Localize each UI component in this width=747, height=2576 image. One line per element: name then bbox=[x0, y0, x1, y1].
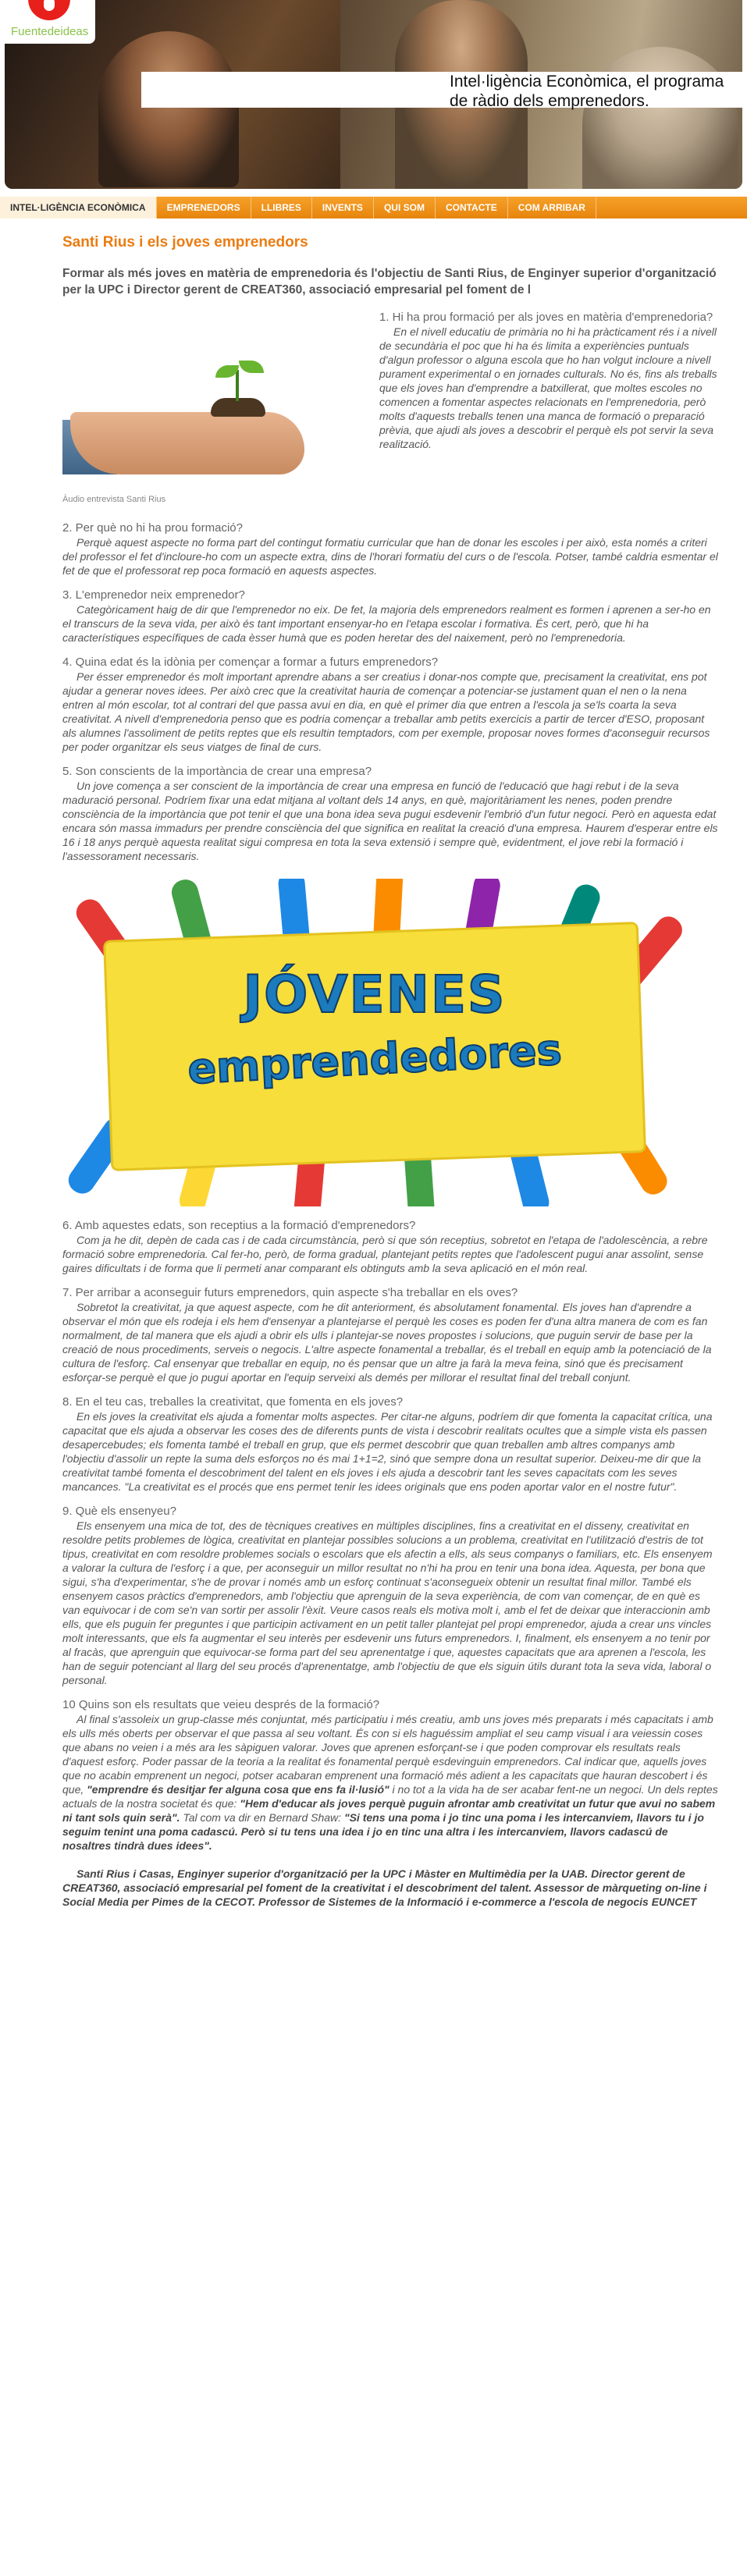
main-nav bbox=[0, 197, 747, 219]
question-2: 2. Per què no hi ha prou formació? bbox=[62, 521, 243, 535]
nav-item-qui-som[interactable]: QUI SOM bbox=[374, 197, 436, 219]
logo-mark-icon bbox=[28, 0, 70, 20]
article-title: Santi Rius i els joves emprenedors bbox=[62, 234, 308, 250]
answer-7: Sobretot la creativitat, ja que aquest aspecte, com he dit anteriorment, és absolutament fonamental. Els joves han d'aprendre a observar el món que els rodeja i els hem d'ensenyar a plantejarse el perquè les coses es poden fer d'una altra manera de com es fan normalment, de tal manera que els ajudi a obrir els ulls i plantejar-se noves propostes i solucions, que puguin servir de base per la creació de nous procediments, serveis o negocis. L'altre aspecte fonamental a treballar, és el treball en equip amb la potenciació de la cultura de l'esforç. Cal ensenyar que treballar en equip, no és pensar que un altre ja farà la meva feina, sinó que és precisament esforçar-se perquè el que jo pugui aportar en l'equip serveixi als demés per millorar el resultat final del treball conjunt. bbox=[62, 1301, 712, 1384]
nav-item-invents[interactable]: INVENTS bbox=[312, 197, 374, 219]
article-intro: Formar als més joves en matèria de emprenedoria és l'objectiu de Santi Rius, de Enginyer superior d'organització per la UPC i Director gerent de CREAT360, associació empresarial pel foment de l bbox=[62, 267, 717, 297]
quote-3: "Si tens una poma i jo tinc una poma i les intercanviem, llavors tu i jo seguim tenint una poma cadascú. Però si tu tens una idea i jo en tinc una altra i les intercanviem, llavors cadascú de nosaltres tindrà dues idees". bbox=[62, 1811, 704, 1852]
image-caption: Àudio entrevista Santi Rius bbox=[62, 495, 166, 504]
question-10: 10 Quins son els resultats que veieu després de la formació? bbox=[62, 1698, 380, 1711]
answer-1: En el nivell educatiu de primària no hi ha pràcticament rés i a nivell de secundària el poc que hi ha és limita a experiències puntuals d'algun professor o alguna escola que ho han volgut incloure a nivell purament experimental o en jornades culturals. No és, fins als treballs que els joves han d'emprendre a batxillerat, que moltes escoles no comencen a fomentar aspectes relacionats en l'emprenedoria, però molts d'aquests treballs tenen una manca de formació o preparació prèvia, que ajudi als joves a descobrir el perquè els pot servir la seva realització. bbox=[379, 325, 717, 450]
question-3: 3. L'emprenedor neix emprenedor? bbox=[62, 588, 245, 602]
question-1: 1. Hi ha prou formació per als joves en matèria d'emprenedoria? bbox=[379, 311, 713, 324]
answer-3: Categòricament haig de dir que l'emprenedor no eix. De fet, la majoria dels emprenedors realment es formen i aprenen a ser-ho en el transcurs de la seva vida, per això és tant important ensenyar-ho en l'etapa escolar i formativa. És cert, però, que hi ha característiques específiques de cada èsser humà que es poden heretar des del naixement, però no l'emprenedoria. bbox=[62, 603, 711, 644]
sign-text-2: emprendedores bbox=[186, 1025, 564, 1094]
question-6: 6. Amb aquestes edats, son receptius a la formació d'emprenedors? bbox=[62, 1219, 416, 1232]
jovenes-emprendedores-image bbox=[62, 879, 687, 1206]
answer-5: Un jove comença a ser conscient de la importància de crear una empresa en funció de l'educació que hagi rebut i de la seva maduració personal. Podríem fixar una edat mitjana al voltant dels 14 anys, en què, majoritàriament les nenes, poden prendre consciència de la importància que pot tenir el que una bona idea seva pugui esdevenir l'embrió d'un futur negoci. Però en aquesta edat encara són massa immadurs per prendre consciència del que significa en realitat la creació d'una empresa. Haurem d'esperar entre els 16 i 18 anys perquè aquesta realitat sigui compresa en tota la seva extensió i sempre què, evidentment, el jove rebi la formació i l'assessorament necessaris. bbox=[62, 780, 718, 862]
logo-text: Fuentedeideas bbox=[11, 25, 89, 38]
question-5: 5. Son conscients de la importància de crear una empresa? bbox=[62, 765, 372, 778]
banner-person bbox=[98, 31, 239, 187]
site-tagline: Intel·ligència Econòmica, el programa de ràdio dels emprenedors. bbox=[450, 73, 724, 110]
question-9: 9. Què els ensenyeu? bbox=[62, 1505, 176, 1518]
answer-10: Al final s'assoleix un grup-classe més conjuntat, més participatiu i més creatiu, amb uns joves més preparats i més capacitats i amb els ulls més oberts per observar el que passa al seu voltant. És con si els haguéssim ampliat el seu camp visual i ara veiessin coses que abans no veien i a més ara les sàpiguen valorar. Joves que aprenen esforçant-se i que poden comprovar els resultats reals d'aquest esforç. Poder passar de la teoria a la realitat és fonamental perquè esdevinguin emprenedors. Cal indicar que, aquells joves que no acabin emprenent un negoci, potser acabaran emprenent una formació més adient a les capacitats que hauran descobert i és que, "emprendre és desitjar fer alguna cosa que ens fa il·lusió" i no tot a la vida ha de ser acabar fent-ne un negoci. Un dels reptes actuals de la nostra societat és que: "Hem d'educar als joves perquè puguin afrontar amb creativitat un futur que avui no sabem ni tant sols quin serà". Tal com va dir en Bernard Shaw: "Si tens una poma i jo tinc una poma i les intercanviem, llavors tu i jo seguim tenint una poma cadascú. Però si tu tens una idea i jo en tinc una altra i les intercanviem, llavors cadascú de nosaltres tindrà dues idees". bbox=[62, 1713, 718, 1852]
answer-9: Els ensenyem una mica de tot, des de tècniques creatives en múltiples disciplines, fins a creativitat en el disseny, creativitat en resoldre petits problemes de lògica, creativitat en plantejar possibles solucions a un problema, creativitat en l'utilització d'estris de tot tipus, creativitat en com resoldre problemes socials o escolars que els afectin a ells, als seus companys o familiars, etc. Els ensenyem a valorar la cultura de l'esforç i a que, per aconseguir un millor resultat no n'hi ha prou en tenir una bona idea. Aquesta, per bona que sigui, s'ha d'experimentar, s'he de provar i només amb un esforç continuat s'aconsegueix obtenir un resultat final millor. També els ensenyem casos pràctics d'emprenedors, amb l'objectiu que aprenguin de la seva experiència, de com van començar, de en què es van equivocar i de com se'n van sortir per assolir l'èxit. Veure casos reals els motiva molt i, amb el fet de deixar que interaccionin amb ells, que els puguin fer preguntes i que participin activament en un petit taller plantejat pel propi emprenedor, ajuda a crear uns vincles molt interessants, que els fa augmentar el seu interès per esdevenir uns futurs emprenedors. I, finalment, els ensenyem a no tenir por al fracàs, que aprenguin que equivocar-se forma part del seu aprenentatge i que, aquestes capacitats que ara aprenen a l'escola, les han de seguir potenciant al llarg del seu procés d'aprenentatge, amb l'objectiu de que els siguin útils durant tota la seva vida, laboral o personal. bbox=[62, 1519, 713, 1686]
question-8: 8. En el teu cas, treballes la creativitat, que fomenta en els joves? bbox=[62, 1395, 404, 1409]
nav-item-contacte[interactable]: CONTACTE bbox=[436, 197, 508, 219]
nav-item-emprenedors[interactable]: EMPRENEDORS bbox=[157, 197, 251, 219]
sign-text-1: JÓVENES bbox=[243, 965, 507, 1025]
article bbox=[62, 234, 718, 1909]
nav-item-intelligencia[interactable]: INTEL·LIGÈNCIA ECONÒMICA bbox=[0, 197, 157, 219]
question-4: 4. Quina edat és la idònia per començar a formar a futurs emprenedors? bbox=[62, 656, 439, 669]
hand-seedling-image[interactable] bbox=[62, 311, 351, 492]
nav-item-com-arribar[interactable]: COM ARRIBAR bbox=[508, 197, 596, 219]
audio-interview-figure bbox=[62, 311, 367, 504]
site-logo[interactable] bbox=[5, 0, 95, 44]
author-signature: Santi Rius i Casas, Enginyer superior d'organització per la UPC i Màster en Multimèdia per la UAB. Director gerent de CREAT360, associació empresarial pel foment de la creativitat i el descobriment del talent. Assessor de màrqueting on-line i Social Media per Pimes de la CECOT. Professor de Sistemes de la Informació i e-commerce a l'escola de negocis EUNCET bbox=[62, 1867, 707, 1908]
answer-4: Per ésser emprenedor és molt important aprendre abans a ser creatius i donar-nos compte que, precisament la creativitat, ens pot ajudar a generar noves idees. Per això crec que la creativitat hauria de començar a potenciar-se justament quan el nen o la nena entren al món escolar, tot al contrari del que passa avui en dia, en què el primer dia que entren a l'escola ja se'ls coarta la seva creativitat. A nivell d'emprenedoria penso que es podria començar a treballar amb petits exercicis a partir de tercer d'ESO, proposant als alumnes l'assoliment de petits reptes que els resultin temptadors, com per exemple, proposar noves formes d'aconseguir recursos per poder organitzar els seus viatges de final de curs. bbox=[62, 670, 710, 753]
nav-item-llibres[interactable]: LLIBRES bbox=[251, 197, 312, 219]
answer-8: En els joves la creativitat els ajuda a fomentar molts aspectes. Per citar-ne alguns, podríem dir que fomenta la capacitat crítica, una capacitat que els ajuda a observar les coses des de diferents punts de vista i descobrir realitats ocultes que a simple vista els passen desapercebudes; els fomenta també el treball en grup, que els permet descobrir que quan treballen amb altres companys amb l'objectiu d'assolir un repte la suma dels esforços no és mai 1+1=2, sinó que sempre dona un resultat superior. Deixeu-me dir que la creativitat també fomenta el descobriment del talent en els joves i els ajuda a descobrir tant les seves capacitats com les seves mancances. "La creativitat es el procés que ens permet tenir les idees originals que ens poden aportar valor en el nostre futur". bbox=[62, 1410, 713, 1493]
quote-1: "emprendre és desitjar fer alguna cosa que ens fa il·lusió" bbox=[87, 1783, 390, 1796]
question-7: 7. Per arribar a aconseguir futurs emprenedors, quin aspecte s'ha treballar en els oves? bbox=[62, 1286, 518, 1299]
answer-6: Com ja he dit, depèn de cada cas i de cada circumstància, però si que són receptius, sobretot en l'etapa de l'adolescència, a rebre formació sobre emprenedoria. Cal fer-ho, però, de forma gradual, plantejant petits reptes que l'adolescent pugui anar assolint, sense gaires dificultats i de forma que li permeti anar comparant els obtinguts amb la seva aplicació en el món real. bbox=[62, 1234, 708, 1274]
quote-2: "Hem d'educar als joves perquè puguin afrontar amb creativitat un futur que avui no sabem ni tant sols quin serà". bbox=[62, 1797, 716, 1824]
header-banner bbox=[5, 0, 742, 189]
answer-2: Perquè aquest aspecte no forma part del contingut formatiu curricular que han de donar les escoles i per això, esta només a criteri del professor el fet d'incloure-ho com un aspecte extra, dins de l'horari formatiu del curs o de l'escola. Potser, també caldria esmentar el fet de que el professorat rep poca formació en aquests aspectes. bbox=[62, 536, 718, 577]
